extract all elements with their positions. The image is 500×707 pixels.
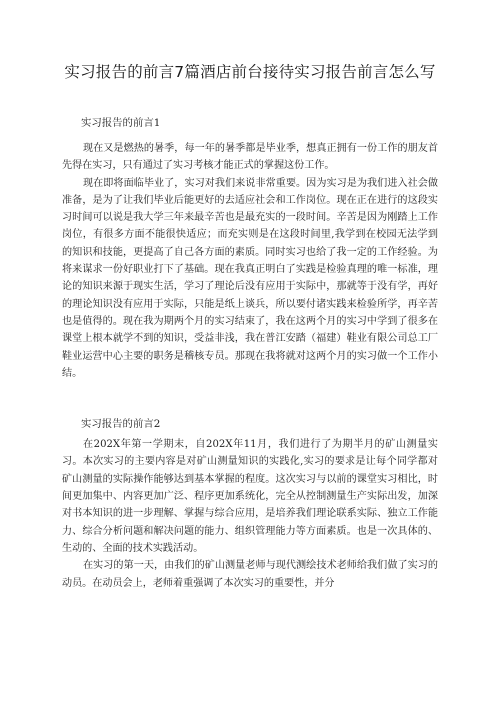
section-1 — [62, 115, 438, 382]
document-body — [62, 112, 438, 592]
section-heading: 实习报告的前言1 — [81, 117, 161, 129]
paragraph: 现在即将面临毕业了，实习对我们来说非常重要。因为实习是为我们进入社会做准备，是为了让我们毕业后能更好的去适应社会和工作岗位。现在正在进行的这段实习时间可以说是我大学三年来最辛苦也是最充实的一段时间。辛苦是因为刚踏上工作岗位，有很多方面不能很快适应；而充实则是在这段时间里,我学到在校园无法学到的知识和技能，更提高了自己各方面的素质。同时实习也给了我一定的工作经验。为将来谋求一份好职业打下了基础。现在我真正明白了实践是检验真理的唯一标准，理论的知识来源于现实生活，学习了理论后没有应用于实际中，那就等于没有学，再好的理论知识没有应用于实际，只能是纸上谈兵，所以要付诸实践来检验所学，再辛苦也是值得的。现在我为期两个月的实习结束了，我在这两个月的实习中学到了很多在课堂上根本就学不到的知识，受益非浅，我在普江安踏（福建）鞋业有限公司总工厂鞋业运营中心主要的职务是稽核专员。那现在我将就对这两个月的实习做一个工作小结。 — [62, 177, 438, 379]
paragraph: 现在又是燃热的暑季，每一年的暑季都是毕业季，想真正拥有一份工作的朋友首先得在实习，只有通过了实习考核才能正式的掌握这份工作。 — [62, 143, 438, 172]
section-heading: 实习报告的前言2 — [81, 418, 161, 431]
document-title: 实习报告的前言7篇酒店前台接待实习报告前言怎么写 — [64, 63, 436, 81]
paragraph: 在202X年第一学期末，自202X年11月，我们进行了为期半月的矿山测量实习。本次实习的主要内容是对矿山测量知识的实践化,实习的要求是让每个同学都对矿山测量的实际操作能够达到基本掌握的程度。这次实习与以前的课堂实习相比，时间更加集中、内容更加广泛、程序更加系统化，完全从控制测量生产实际出发，加深对书本知识的进一步理解、掌握与综合应用，是培养我们理论联系实际、独立工作能力、综合分析问题和解决问题的能力、组织管理能力等方面素质。也是一次具体的、生动的、全面的技术实践活动。 — [62, 439, 438, 554]
section-2 — [62, 416, 438, 592]
paragraph: 在实习的第一天，由我们的矿山测量老师与现代测绘技术老师给我们做了实习的动员。在动员会上，老师着重强调了本次实习的重要性，并分 — [62, 560, 438, 589]
